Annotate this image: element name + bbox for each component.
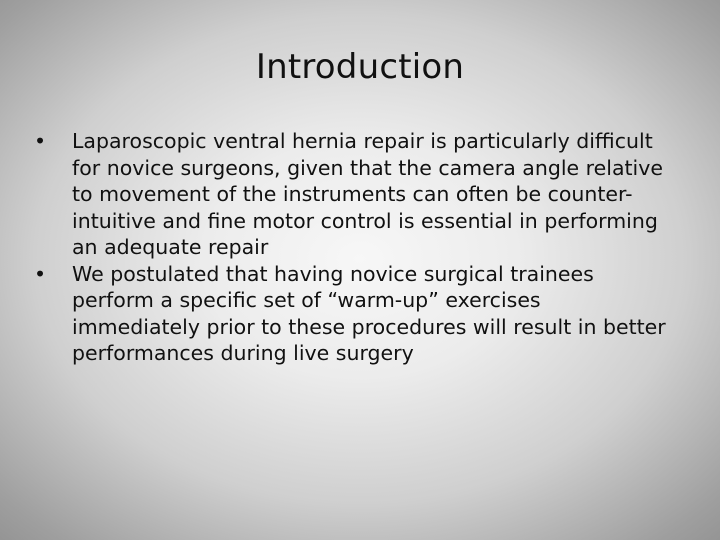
bullet-marker: • (33, 261, 47, 286)
bullet-text: Laparoscopic ventral hernia repair is particularly difficult for novice surgeons, given that the camera angle relative to movement of the instruments can often be counter-intuitive and fine motor control is essential in performing an adequate repair (72, 129, 663, 259)
bullet-item (30, 261, 670, 367)
bullet-list (30, 128, 670, 367)
bullet-item (30, 128, 670, 261)
bullet-marker: • (33, 129, 47, 153)
bullet-text: We postulated that having novice surgical trainees perform a specific set of “warm-up” exercises immediately prior to these procedures will result in better performances during live surgery (72, 261, 666, 365)
slide-title: Introduction (255, 47, 465, 87)
